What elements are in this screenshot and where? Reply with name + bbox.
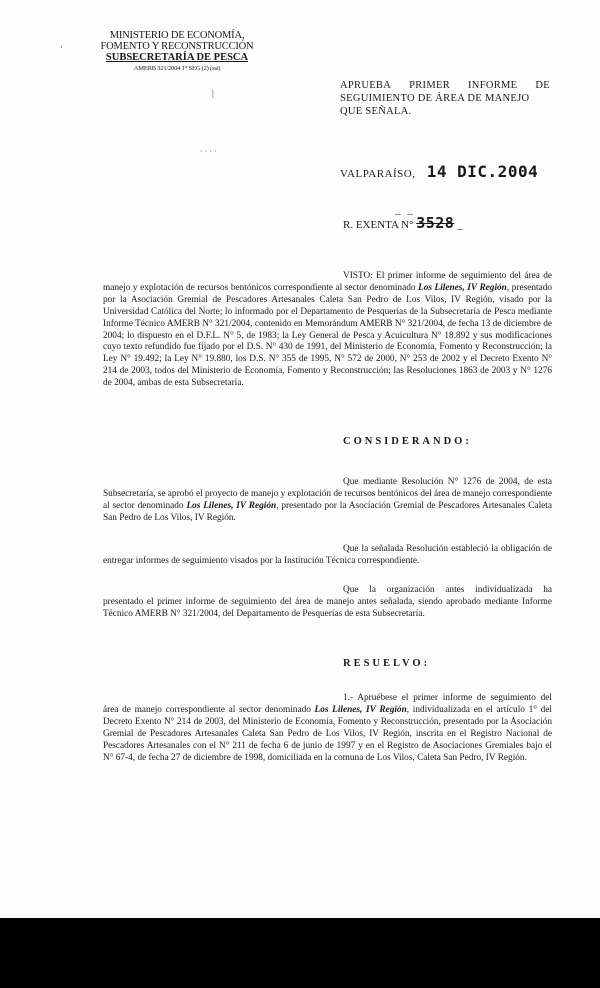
trailing-dash: _ (457, 219, 465, 231)
resolution-stamp-number: 3528 (416, 214, 455, 232)
resuelvo-paragraph-1: 1.- Apruébese el primer informe de seguimiento del área de manejo correspondiente al sector denominado Los Lilenes, IV Región, individualizada en el artículo 1° del Decreto Exento N° 214 de 2003, del Ministerio de Economía, Fomento y Reconstrucción, presentado por la Asociación Gremial de Pescadores Artesanales Caleta San Pedro de Los Vilos, IV Región, inscrita en el Registro Nacional de Pescadores Artesanales con el N° 211 de fecha 6 de junio de 1997 y en el Registro de Asociaciones Gremiales bajo el N° 67-4, de fecha 27 de diciembre de 1998, domiciliada en la comuna de Los Vilos, Caleta San Pedro, IV Región. (103, 693, 553, 763)
visto-paragraph (103, 271, 552, 390)
visto-lead: VISTO: El primer informe de seguimiento del área de manejo y explotación de recursos bentónicos correspondiente al sector denominado (103, 271, 552, 293)
scan-speck: · (60, 42, 63, 52)
letterhead (92, 30, 262, 74)
resuelvo-sector: Los Lilenes, IV Región (314, 704, 407, 715)
letterhead-reference: AMERB 321/2004 1° SEG (2) (ssi) (133, 65, 221, 72)
subject-row-3: QUE SEÑALA. (340, 106, 412, 117)
considerando-paragraph-1: Que mediante Resolución N° 1276 de 2004, de esta Subsecretaría, se aprobó el proyecto de manejo y explotación de recursos bentónicos del área de manejo correspondiente al sector denominado Los Lilenes, IV Región, presentado por la Asociación Gremial de Pescadores Artesanales Caleta San Pedro de Los Vilos, IV Región. (103, 477, 553, 523)
considerando-paragraph-2: Que la señalada Resolución estableció la obligación de entregar informes de seguimiento visados por la Institución Técnica correspondiente. (103, 544, 552, 566)
scan-black-border (0, 918, 600, 988)
city: VALPARAÍSO, (340, 168, 416, 180)
letterhead-ministry: MINISTERIO DE ECONOMÍA, (109, 30, 245, 41)
place-date (340, 162, 538, 181)
subject-row-1: APRUEBA PRIMER INFORME DE (340, 80, 550, 91)
dash-line: _ _ (395, 204, 415, 216)
date-stamp: 14 DIC.2004 (426, 162, 539, 181)
subject-row-2: SEGUIMIENTO DE ÁREA DE MANEJO (340, 93, 530, 104)
document-subject (340, 79, 550, 118)
visto-sector: Los Lilenes, IV Región (418, 282, 507, 293)
considerando-heading: CONSIDERANDO: (343, 436, 472, 447)
letterhead-ministry-cont: FOMENTO Y RECONSTRUCCIÓN (100, 41, 254, 52)
resolution-prefix: R. EXENTA N° (343, 219, 414, 231)
scan-dots: · · · · (200, 147, 217, 156)
letterhead-undersecretariat: SUBSECRETARÍA DE PESCA (105, 52, 249, 63)
visto-rest: , presentado por la Asociación Gremial de Pescadores Artesanales Caleta San Pedro de Los Vilos, IV Región, visado por la Universidad Católica del Norte; lo informado por el Departamento de Pesquerías de la Subsecretaría de Pesca mediante Informe Técnico AMERB N° 321/2004, contenido en Memorándum AMERB N° 321/2004, de fecha 13 de diciembre de 2004; lo dispuesto en el D.F.L. N° 5, de 1983; la Ley General de Pesca y Acuicultura N° 18.892 y sus modificaciones cuyo texto refundido fue fijado por el D.S. N° 430 de 1991, del Ministerio de Economía, Fomento y Reconstrucción; la Ley N° 19.492; la Ley N° 19.880, los D.S. N° 355 de 1995, N° 572 de 2000, N° 253 de 2002 y el Decreto Exento N° 214 de 2003, todos del Ministerio de Economía, Fomento y Reconstrucción; las Resoluciones 1863 de 2003 y N° 1276 de 2004, ambas de esta Subsecretaría. (103, 282, 552, 389)
pen-mark: | (212, 88, 214, 98)
resolution-number (343, 206, 465, 232)
considerando-sector: Los Lilenes, IV Región (186, 500, 277, 511)
resuelvo-heading: RESUELVO: (343, 658, 431, 669)
considerando-paragraph-3: Que la organización antes individualizada ha presentado el primer informe de seguimiento del área de manejo antes señalada, siendo aprobado mediante Informe Técnico AMERB N° 321/2004, del Departamento de Pesquerías de esta Subsecretaría. (103, 585, 552, 619)
